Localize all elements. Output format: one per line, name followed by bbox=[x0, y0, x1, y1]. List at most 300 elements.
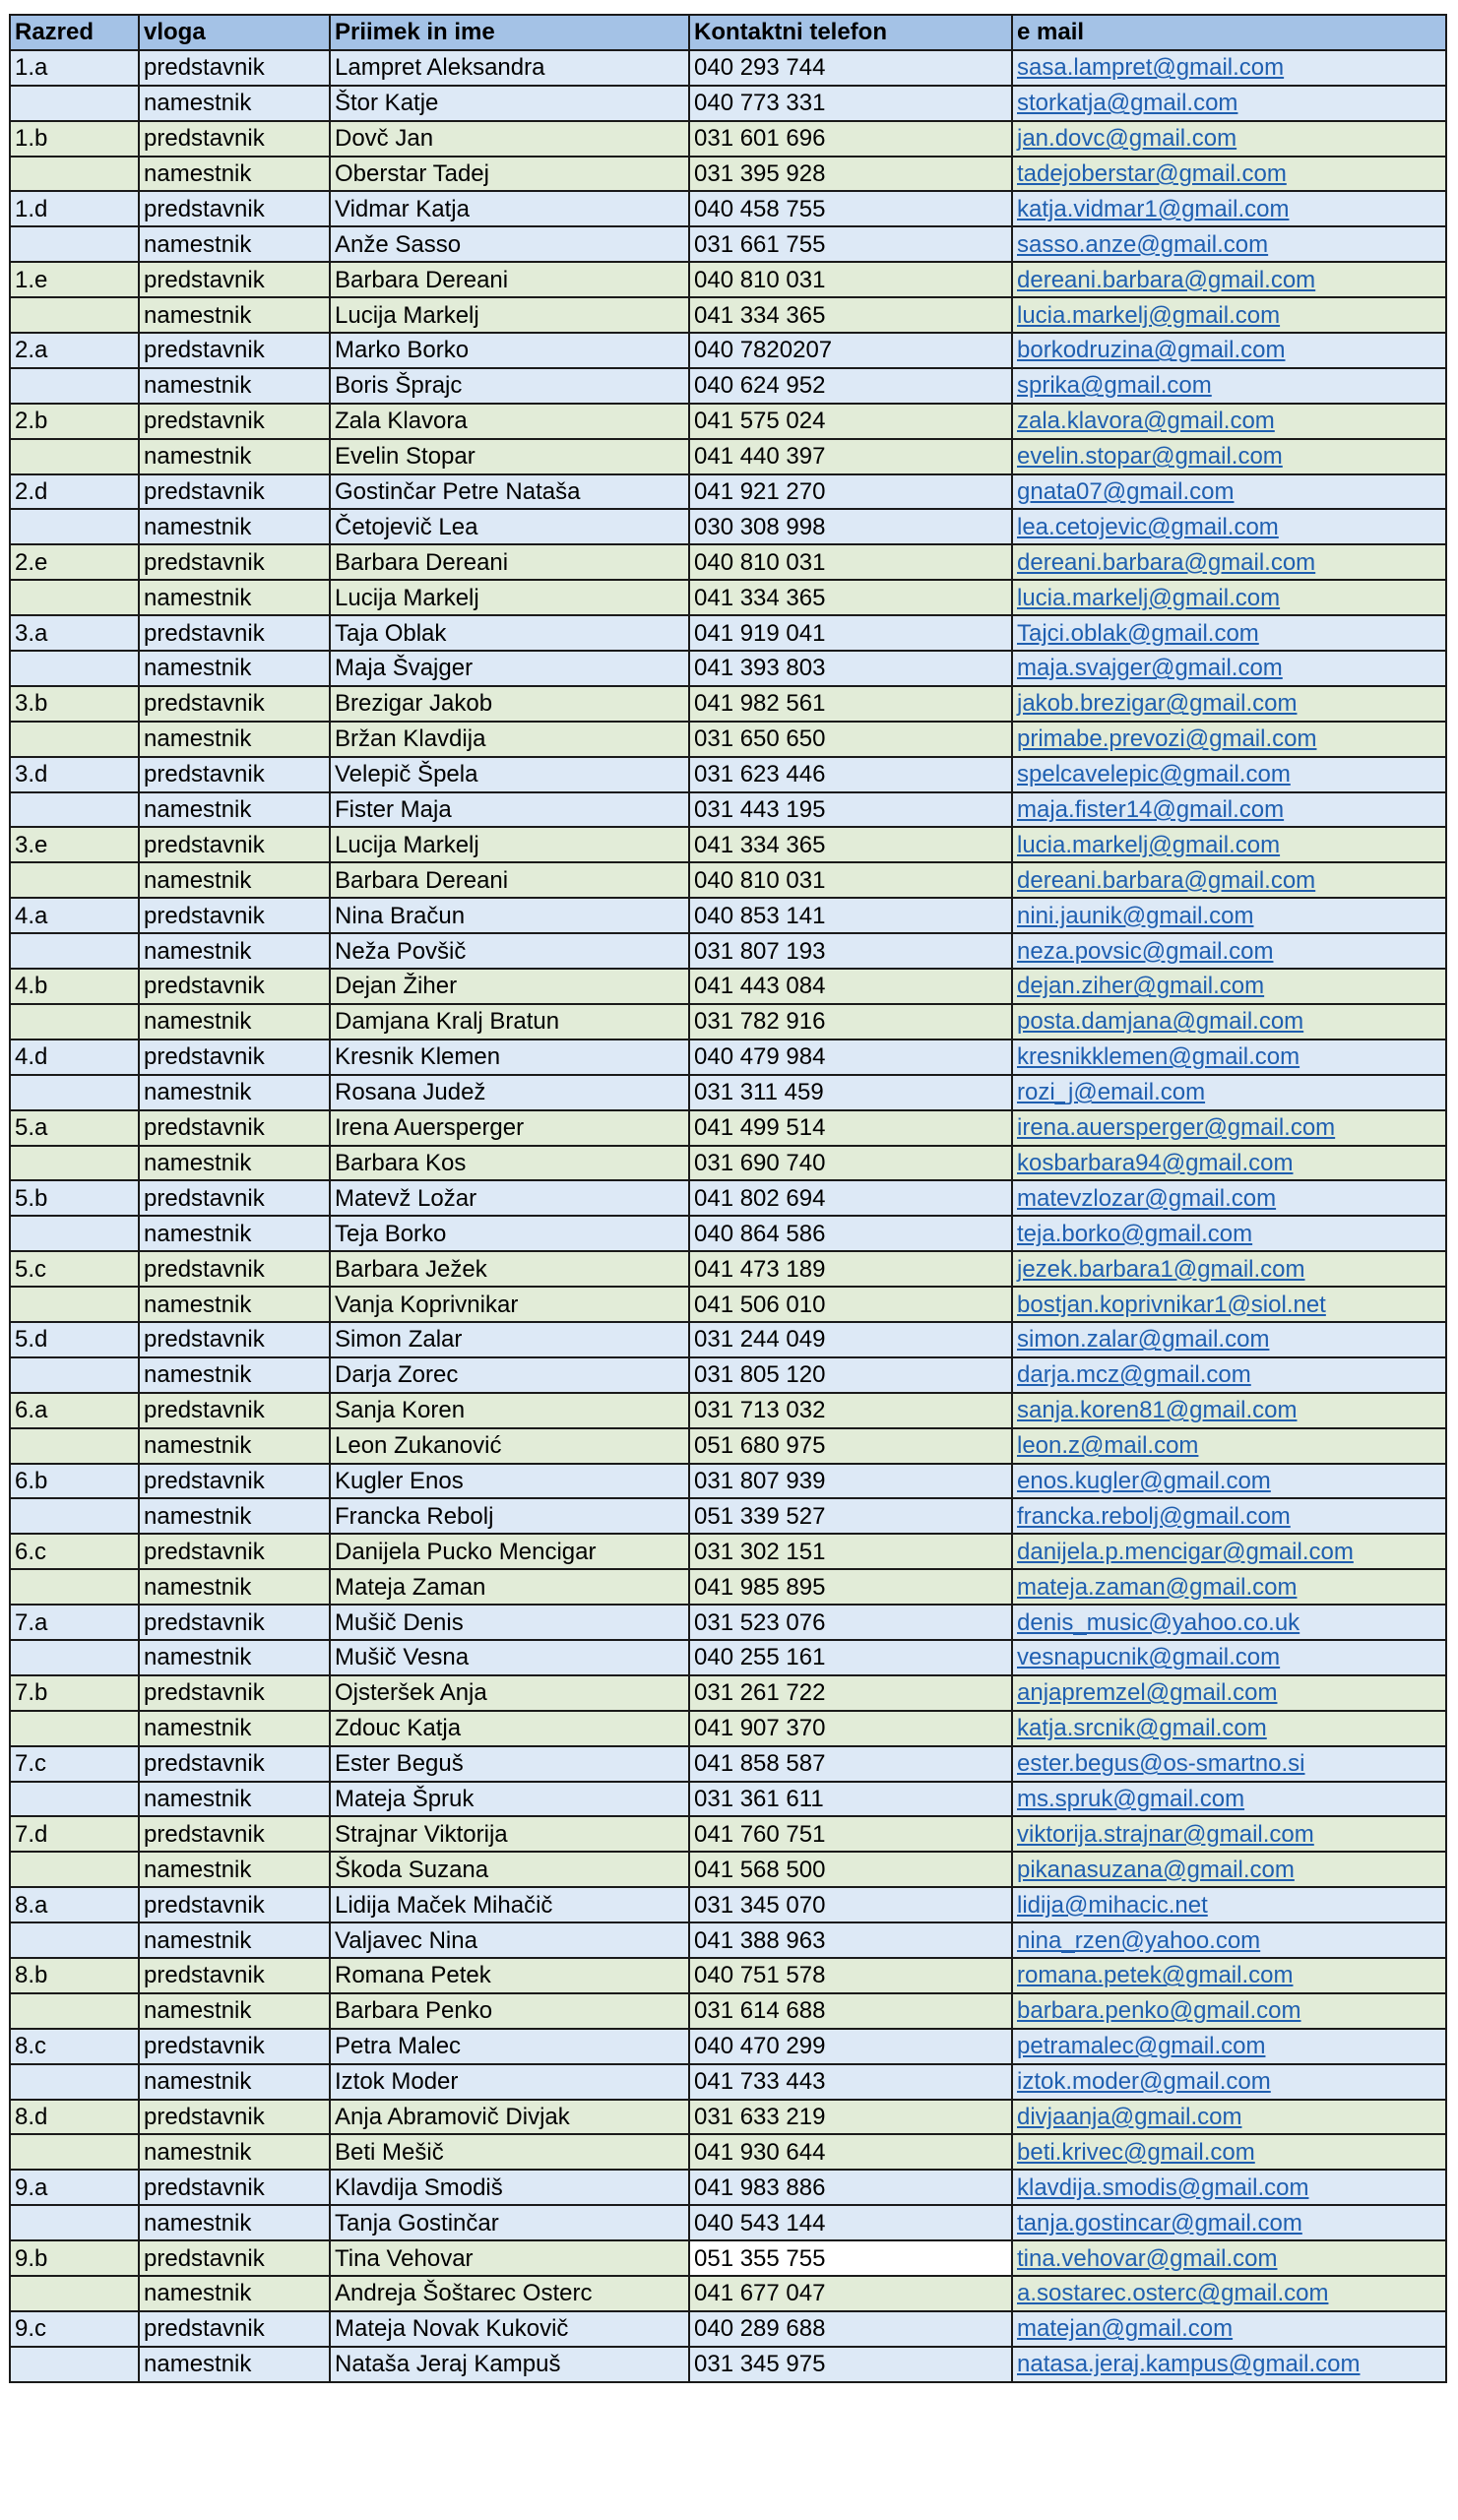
vloga-cell: predstavnik bbox=[139, 615, 330, 651]
email-cell[interactable]: sanja.koren81@gmail.com bbox=[1012, 1393, 1446, 1428]
razred-cell bbox=[10, 1216, 139, 1251]
razred-cell bbox=[10, 580, 139, 615]
email-cell[interactable]: kosbarbara94@gmail.com bbox=[1012, 1146, 1446, 1181]
table-row bbox=[10, 1922, 1446, 1958]
phone-cell: 040 864 586 bbox=[689, 1216, 1012, 1251]
table-row bbox=[10, 1782, 1446, 1817]
phone-cell: 040 810 031 bbox=[689, 262, 1012, 297]
vloga-cell: namestnik bbox=[139, 2205, 330, 2240]
phone-cell: 040 470 299 bbox=[689, 2029, 1012, 2064]
vloga-cell: namestnik bbox=[139, 1640, 330, 1675]
razred-cell: 7.a bbox=[10, 1605, 139, 1640]
email-cell[interactable]: nini.jaunik@gmail.com bbox=[1012, 898, 1446, 933]
email-cell[interactable]: jakob.brezigar@gmail.com bbox=[1012, 686, 1446, 722]
email-cell[interactable]: denis_music@yahoo.co.uk bbox=[1012, 1605, 1446, 1640]
name-cell: Nina Bračun bbox=[330, 898, 689, 933]
phone-cell: 040 810 031 bbox=[689, 544, 1012, 580]
table-row bbox=[10, 827, 1446, 862]
column-header-e-mail: e mail bbox=[1012, 15, 1446, 50]
name-cell: Štor Katje bbox=[330, 86, 689, 121]
phone-cell: 041 499 514 bbox=[689, 1110, 1012, 1146]
table-row bbox=[10, 474, 1446, 510]
table-row bbox=[10, 1040, 1446, 1075]
name-cell: Strajnar Viktorija bbox=[330, 1816, 689, 1852]
table-row bbox=[10, 368, 1446, 404]
vloga-cell: predstavnik bbox=[139, 1393, 330, 1428]
email-cell[interactable]: divjaanja@gmail.com bbox=[1012, 2100, 1446, 2135]
phone-cell: 031 805 120 bbox=[689, 1357, 1012, 1393]
phone-cell: 031 661 755 bbox=[689, 226, 1012, 262]
table-row bbox=[10, 1852, 1446, 1887]
phone-cell: 031 614 688 bbox=[689, 1993, 1012, 2029]
razred-cell: 1.e bbox=[10, 262, 139, 297]
table-row bbox=[10, 2205, 1446, 2240]
table-row bbox=[10, 262, 1446, 297]
vloga-cell: namestnik bbox=[139, 1216, 330, 1251]
name-cell: Marko Borko bbox=[330, 333, 689, 368]
name-cell: Bržan Klavdija bbox=[330, 722, 689, 757]
razred-cell: 5.c bbox=[10, 1251, 139, 1287]
name-cell: Lucija Markelj bbox=[330, 580, 689, 615]
name-cell: Irena Auersperger bbox=[330, 1110, 689, 1146]
table-row bbox=[10, 2276, 1446, 2311]
email-cell[interactable]: lea.cetojevic@gmail.com bbox=[1012, 509, 1446, 544]
phone-cell: 031 650 650 bbox=[689, 722, 1012, 757]
vloga-cell: predstavnik bbox=[139, 2170, 330, 2205]
table-row bbox=[10, 1569, 1446, 1605]
vloga-cell: predstavnik bbox=[139, 1464, 330, 1499]
email-cell[interactable]: anjapremzel@gmail.com bbox=[1012, 1675, 1446, 1711]
razred-cell bbox=[10, 368, 139, 404]
vloga-cell: predstavnik bbox=[139, 2311, 330, 2347]
phone-cell: 041 334 365 bbox=[689, 827, 1012, 862]
email-cell[interactable]: leon.z@mail.com bbox=[1012, 1428, 1446, 1464]
table-row bbox=[10, 1287, 1446, 1322]
vloga-cell: predstavnik bbox=[139, 1746, 330, 1782]
razred-cell: 3.a bbox=[10, 615, 139, 651]
phone-cell: 040 479 984 bbox=[689, 1040, 1012, 1075]
phone-cell: 031 244 049 bbox=[689, 1322, 1012, 1357]
email-cell[interactable]: ester.begus@os-smartno.si bbox=[1012, 1746, 1446, 1782]
table-row bbox=[10, 86, 1446, 121]
phone-cell: 041 334 365 bbox=[689, 297, 1012, 333]
vloga-cell: namestnik bbox=[139, 933, 330, 969]
razred-cell: 7.c bbox=[10, 1746, 139, 1782]
razred-cell bbox=[10, 1711, 139, 1746]
table-row bbox=[10, 757, 1446, 792]
phone-cell: 041 443 084 bbox=[689, 969, 1012, 1004]
vloga-cell: namestnik bbox=[139, 722, 330, 757]
table-row bbox=[10, 792, 1446, 828]
phone-cell: 041 907 370 bbox=[689, 1711, 1012, 1746]
email-cell[interactable]: tadejoberstar@gmail.com bbox=[1012, 157, 1446, 192]
razred-cell: 8.a bbox=[10, 1887, 139, 1922]
name-cell: Maja Švajger bbox=[330, 651, 689, 686]
phone-cell: 031 261 722 bbox=[689, 1675, 1012, 1711]
vloga-cell: predstavnik bbox=[139, 1534, 330, 1569]
phone-cell: 041 568 500 bbox=[689, 1852, 1012, 1887]
table-row bbox=[10, 722, 1446, 757]
table-row bbox=[10, 1180, 1446, 1216]
vloga-cell: predstavnik bbox=[139, 1887, 330, 1922]
table-row bbox=[10, 1110, 1446, 1146]
name-cell: Lidija Maček Mihačič bbox=[330, 1887, 689, 1922]
name-cell: Tanja Gostinčar bbox=[330, 2205, 689, 2240]
name-cell: Teja Borko bbox=[330, 1216, 689, 1251]
table-row bbox=[10, 2029, 1446, 2064]
razred-cell bbox=[10, 1569, 139, 1605]
table-row bbox=[10, 1640, 1446, 1675]
vloga-cell: predstavnik bbox=[139, 1322, 330, 1357]
name-cell: Lucija Markelj bbox=[330, 297, 689, 333]
razred-cell: 4.b bbox=[10, 969, 139, 1004]
email-cell[interactable]: pikanasuzana@gmail.com bbox=[1012, 1852, 1446, 1887]
email-cell[interactable]: danijela.p.mencigar@gmail.com bbox=[1012, 1534, 1446, 1569]
representatives-table bbox=[9, 14, 1447, 2383]
email-cell[interactable]: katja.vidmar1@gmail.com bbox=[1012, 191, 1446, 226]
razred-cell bbox=[10, 2064, 139, 2100]
table-row bbox=[10, 50, 1446, 86]
razred-cell bbox=[10, 1852, 139, 1887]
email-cell[interactable]: sasso.anze@gmail.com bbox=[1012, 226, 1446, 262]
name-cell: Nataša Jeraj Kampuš bbox=[330, 2347, 689, 2382]
table-row bbox=[10, 1357, 1446, 1393]
email-cell[interactable]: jan.dovc@gmail.com bbox=[1012, 121, 1446, 157]
phone-cell: 031 713 032 bbox=[689, 1393, 1012, 1428]
name-cell: Iztok Moder bbox=[330, 2064, 689, 2100]
table-row bbox=[10, 1498, 1446, 1534]
email-cell[interactable]: maja.svajger@gmail.com bbox=[1012, 651, 1446, 686]
name-cell: Sanja Koren bbox=[330, 1393, 689, 1428]
name-cell: Barbara Ježek bbox=[330, 1251, 689, 1287]
razred-cell: 2.b bbox=[10, 404, 139, 439]
table-row bbox=[10, 1675, 1446, 1711]
vloga-cell: predstavnik bbox=[139, 1110, 330, 1146]
email-cell[interactable]: dejan.ziher@gmail.com bbox=[1012, 969, 1446, 1004]
razred-cell bbox=[10, 439, 139, 474]
phone-cell: 051 339 527 bbox=[689, 1498, 1012, 1534]
phone-cell: 031 345 975 bbox=[689, 2347, 1012, 2382]
table-row bbox=[10, 862, 1446, 898]
column-header-priimek-in-ime: Priimek in ime bbox=[330, 15, 689, 50]
header-row bbox=[10, 15, 1446, 50]
email-cell[interactable]: dereani.barbara@gmail.com bbox=[1012, 262, 1446, 297]
table-row bbox=[10, 2311, 1446, 2347]
razred-cell: 8.c bbox=[10, 2029, 139, 2064]
email-cell[interactable]: lucia.markelj@gmail.com bbox=[1012, 297, 1446, 333]
vloga-cell: predstavnik bbox=[139, 1040, 330, 1075]
phone-cell: 040 458 755 bbox=[689, 191, 1012, 226]
phone-cell: 040 751 578 bbox=[689, 1958, 1012, 1993]
email-cell[interactable]: katja.srcnik@gmail.com bbox=[1012, 1711, 1446, 1746]
table-row bbox=[10, 191, 1446, 226]
name-cell: Ester Beguš bbox=[330, 1746, 689, 1782]
name-cell: Barbara Dereani bbox=[330, 262, 689, 297]
vloga-cell: predstavnik bbox=[139, 2029, 330, 2064]
razred-cell bbox=[10, 862, 139, 898]
table-row bbox=[10, 2064, 1446, 2100]
vloga-cell: namestnik bbox=[139, 1004, 330, 1040]
name-cell: Rosana Judež bbox=[330, 1075, 689, 1110]
email-cell[interactable]: teja.borko@gmail.com bbox=[1012, 1216, 1446, 1251]
name-cell: Lampret Aleksandra bbox=[330, 50, 689, 86]
razred-cell bbox=[10, 722, 139, 757]
vloga-cell: namestnik bbox=[139, 1852, 330, 1887]
phone-cell: 040 255 161 bbox=[689, 1640, 1012, 1675]
vloga-cell: namestnik bbox=[139, 157, 330, 192]
email-cell[interactable]: lucia.markelj@gmail.com bbox=[1012, 580, 1446, 615]
email-cell[interactable]: posta.damjana@gmail.com bbox=[1012, 1004, 1446, 1040]
table-row bbox=[10, 1534, 1446, 1569]
table-row bbox=[10, 1746, 1446, 1782]
name-cell: Zala Klavora bbox=[330, 404, 689, 439]
razred-cell bbox=[10, 509, 139, 544]
phone-cell: 041 985 895 bbox=[689, 1569, 1012, 1605]
name-cell: Petra Malec bbox=[330, 2029, 689, 2064]
email-cell[interactable]: vesnapucnik@gmail.com bbox=[1012, 1640, 1446, 1675]
razred-cell bbox=[10, 651, 139, 686]
email-cell[interactable]: primabe.prevozi@gmail.com bbox=[1012, 722, 1446, 757]
razred-cell: 9.a bbox=[10, 2170, 139, 2205]
table-row bbox=[10, 1322, 1446, 1357]
phone-cell: 051 680 975 bbox=[689, 1428, 1012, 1464]
email-cell[interactable]: spelcavelepic@gmail.com bbox=[1012, 757, 1446, 792]
vloga-cell: predstavnik bbox=[139, 898, 330, 933]
razred-cell: 9.c bbox=[10, 2311, 139, 2347]
email-cell[interactable]: irena.auersperger@gmail.com bbox=[1012, 1110, 1446, 1146]
name-cell: Mateja Novak Kukovič bbox=[330, 2311, 689, 2347]
table-row bbox=[10, 2240, 1446, 2276]
razred-cell bbox=[10, 792, 139, 828]
email-cell[interactable]: francka.rebolj@gmail.com bbox=[1012, 1498, 1446, 1534]
table-row bbox=[10, 2100, 1446, 2135]
vloga-cell: namestnik bbox=[139, 651, 330, 686]
email-cell[interactable]: gnata07@gmail.com bbox=[1012, 474, 1446, 510]
table-row bbox=[10, 580, 1446, 615]
table-row bbox=[10, 651, 1446, 686]
vloga-cell: predstavnik bbox=[139, 969, 330, 1004]
email-cell[interactable]: zala.klavora@gmail.com bbox=[1012, 404, 1446, 439]
email-cell[interactable]: dereani.barbara@gmail.com bbox=[1012, 544, 1446, 580]
column-header-razred: Razred bbox=[10, 15, 139, 50]
phone-cell: 040 293 744 bbox=[689, 50, 1012, 86]
table-row bbox=[10, 157, 1446, 192]
name-cell: Četojevič Lea bbox=[330, 509, 689, 544]
name-cell: Beti Mešič bbox=[330, 2134, 689, 2170]
vloga-cell: namestnik bbox=[139, 297, 330, 333]
email-cell[interactable]: natasa.jeraj.kampus@gmail.com bbox=[1012, 2347, 1446, 2382]
email-cell[interactable]: klavdija.smodis@gmail.com bbox=[1012, 2170, 1446, 2205]
razred-cell: 1.a bbox=[10, 50, 139, 86]
vloga-cell: predstavnik bbox=[139, 757, 330, 792]
name-cell: Dejan Žiher bbox=[330, 969, 689, 1004]
email-cell[interactable]: matevzlozar@gmail.com bbox=[1012, 1180, 1446, 1216]
vloga-cell: namestnik bbox=[139, 368, 330, 404]
email-cell[interactable]: jezek.barbara1@gmail.com bbox=[1012, 1251, 1446, 1287]
table-row bbox=[10, 2347, 1446, 2382]
phone-cell: 041 733 443 bbox=[689, 2064, 1012, 2100]
name-cell: Dovč Jan bbox=[330, 121, 689, 157]
email-cell[interactable]: iztok.moder@gmail.com bbox=[1012, 2064, 1446, 2100]
vloga-cell: namestnik bbox=[139, 439, 330, 474]
table-row bbox=[10, 1428, 1446, 1464]
email-cell[interactable]: nina_rzen@yahoo.com bbox=[1012, 1922, 1446, 1958]
email-cell[interactable]: neza.povsic@gmail.com bbox=[1012, 933, 1446, 969]
email-cell[interactable]: simon.zalar@gmail.com bbox=[1012, 1322, 1446, 1357]
email-cell[interactable]: barbara.penko@gmail.com bbox=[1012, 1993, 1446, 2029]
phone-cell: 031 690 740 bbox=[689, 1146, 1012, 1181]
vloga-cell: namestnik bbox=[139, 1428, 330, 1464]
phone-cell: 041 930 644 bbox=[689, 2134, 1012, 2170]
razred-cell: 4.a bbox=[10, 898, 139, 933]
vloga-cell: predstavnik bbox=[139, 1958, 330, 1993]
name-cell: Vidmar Katja bbox=[330, 191, 689, 226]
razred-cell bbox=[10, 1004, 139, 1040]
email-cell[interactable]: beti.krivec@gmail.com bbox=[1012, 2134, 1446, 2170]
email-cell[interactable]: borkodruzina@gmail.com bbox=[1012, 333, 1446, 368]
email-cell[interactable]: maja.fister14@gmail.com bbox=[1012, 792, 1446, 828]
vloga-cell: predstavnik bbox=[139, 333, 330, 368]
vloga-cell: namestnik bbox=[139, 862, 330, 898]
razred-cell bbox=[10, 1287, 139, 1322]
razred-cell bbox=[10, 1498, 139, 1534]
razred-cell: 6.b bbox=[10, 1464, 139, 1499]
vloga-cell: namestnik bbox=[139, 1075, 330, 1110]
phone-cell: 040 810 031 bbox=[689, 862, 1012, 898]
name-cell: Ojsteršek Anja bbox=[330, 1675, 689, 1711]
email-cell[interactable]: rozi_j@email.com bbox=[1012, 1075, 1446, 1110]
table-row bbox=[10, 969, 1446, 1004]
phone-cell: 041 858 587 bbox=[689, 1746, 1012, 1782]
table-row bbox=[10, 898, 1446, 933]
table-row bbox=[10, 1993, 1446, 2029]
email-cell[interactable]: lucia.markelj@gmail.com bbox=[1012, 827, 1446, 862]
phone-cell: 041 677 047 bbox=[689, 2276, 1012, 2311]
email-cell[interactable]: storkatja@gmail.com bbox=[1012, 86, 1446, 121]
table-row bbox=[10, 933, 1446, 969]
table-row bbox=[10, 121, 1446, 157]
email-cell[interactable]: petramalec@gmail.com bbox=[1012, 2029, 1446, 2064]
phone-cell: 041 802 694 bbox=[689, 1180, 1012, 1216]
table-row bbox=[10, 509, 1446, 544]
email-cell[interactable]: Tajci.oblak@gmail.com bbox=[1012, 615, 1446, 651]
table-row bbox=[10, 1216, 1446, 1251]
email-cell[interactable]: tina.vehovar@gmail.com bbox=[1012, 2240, 1446, 2276]
email-cell[interactable]: bostjan.koprivnikar1@siol.net bbox=[1012, 1287, 1446, 1322]
table-row bbox=[10, 686, 1446, 722]
email-cell[interactable]: lidija@mihacic.net bbox=[1012, 1887, 1446, 1922]
table-row bbox=[10, 1887, 1446, 1922]
name-cell: Boris Šprajc bbox=[330, 368, 689, 404]
table-row bbox=[10, 1816, 1446, 1852]
phone-cell: 031 395 928 bbox=[689, 157, 1012, 192]
phone-cell: 031 361 611 bbox=[689, 1782, 1012, 1817]
email-cell[interactable]: viktorija.strajnar@gmail.com bbox=[1012, 1816, 1446, 1852]
name-cell: Mateja Zaman bbox=[330, 1569, 689, 1605]
name-cell: Mušič Vesna bbox=[330, 1640, 689, 1675]
razred-cell bbox=[10, 1146, 139, 1181]
vloga-cell: predstavnik bbox=[139, 1251, 330, 1287]
razred-cell bbox=[10, 1075, 139, 1110]
phone-cell: 040 543 144 bbox=[689, 2205, 1012, 2240]
email-cell[interactable]: matejan@gmail.com bbox=[1012, 2311, 1446, 2347]
vloga-cell: namestnik bbox=[139, 1498, 330, 1534]
phone-cell: 031 601 696 bbox=[689, 121, 1012, 157]
email-cell[interactable]: evelin.stopar@gmail.com bbox=[1012, 439, 1446, 474]
razred-cell: 3.e bbox=[10, 827, 139, 862]
razred-cell bbox=[10, 157, 139, 192]
razred-cell bbox=[10, 226, 139, 262]
table-row bbox=[10, 544, 1446, 580]
phone-cell: 031 311 459 bbox=[689, 1075, 1012, 1110]
vloga-cell: predstavnik bbox=[139, 1605, 330, 1640]
razred-cell: 5.a bbox=[10, 1110, 139, 1146]
razred-cell bbox=[10, 2276, 139, 2311]
phone-cell: 041 760 751 bbox=[689, 1816, 1012, 1852]
vloga-cell: namestnik bbox=[139, 86, 330, 121]
email-cell[interactable]: mateja.zaman@gmail.com bbox=[1012, 1569, 1446, 1605]
email-cell[interactable]: sasa.lampret@gmail.com bbox=[1012, 50, 1446, 86]
table-row bbox=[10, 1464, 1446, 1499]
vloga-cell: predstavnik bbox=[139, 686, 330, 722]
vloga-cell: namestnik bbox=[139, 1146, 330, 1181]
phone-cell: 031 782 916 bbox=[689, 1004, 1012, 1040]
column-header-vloga: vloga bbox=[139, 15, 330, 50]
table-row bbox=[10, 2134, 1446, 2170]
name-cell: Kresnik Klemen bbox=[330, 1040, 689, 1075]
email-cell[interactable]: romana.petek@gmail.com bbox=[1012, 1958, 1446, 1993]
table-row bbox=[10, 1004, 1446, 1040]
razred-cell bbox=[10, 1922, 139, 1958]
vloga-cell: namestnik bbox=[139, 509, 330, 544]
name-cell: Barbara Kos bbox=[330, 1146, 689, 1181]
phone-cell: 040 289 688 bbox=[689, 2311, 1012, 2347]
email-cell[interactable]: kresnikklemen@gmail.com bbox=[1012, 1040, 1446, 1075]
column-header-kontaktni-telefon: Kontaktni telefon bbox=[689, 15, 1012, 50]
razred-cell bbox=[10, 1640, 139, 1675]
email-cell[interactable]: darja.mcz@gmail.com bbox=[1012, 1357, 1446, 1393]
table-row bbox=[10, 333, 1446, 368]
email-cell[interactable]: sprika@gmail.com bbox=[1012, 368, 1446, 404]
razred-cell bbox=[10, 1357, 139, 1393]
vloga-cell: predstavnik bbox=[139, 1816, 330, 1852]
phone-cell: 051 355 755 bbox=[689, 2240, 1012, 2276]
table-row bbox=[10, 1075, 1446, 1110]
name-cell: Fister Maja bbox=[330, 792, 689, 828]
email-cell[interactable]: tanja.gostincar@gmail.com bbox=[1012, 2205, 1446, 2240]
phone-cell: 041 334 365 bbox=[689, 580, 1012, 615]
razred-cell: 4.d bbox=[10, 1040, 139, 1075]
vloga-cell: namestnik bbox=[139, 2347, 330, 2382]
vloga-cell: namestnik bbox=[139, 1287, 330, 1322]
table-header bbox=[10, 15, 1446, 50]
table-row bbox=[10, 1393, 1446, 1428]
email-cell[interactable]: a.sostarec.osterc@gmail.com bbox=[1012, 2276, 1446, 2311]
name-cell: Taja Oblak bbox=[330, 615, 689, 651]
email-cell[interactable]: dereani.barbara@gmail.com bbox=[1012, 862, 1446, 898]
name-cell: Barbara Dereani bbox=[330, 862, 689, 898]
name-cell: Mateja Špruk bbox=[330, 1782, 689, 1817]
vloga-cell: predstavnik bbox=[139, 121, 330, 157]
razred-cell: 5.d bbox=[10, 1322, 139, 1357]
razred-cell: 8.b bbox=[10, 1958, 139, 1993]
email-cell[interactable]: ms.spruk@gmail.com bbox=[1012, 1782, 1446, 1817]
name-cell: Andreja Šoštarec Osterc bbox=[330, 2276, 689, 2311]
table-row bbox=[10, 1146, 1446, 1181]
table-row bbox=[10, 1958, 1446, 1993]
email-cell[interactable]: enos.kugler@gmail.com bbox=[1012, 1464, 1446, 1499]
phone-cell: 041 982 561 bbox=[689, 686, 1012, 722]
